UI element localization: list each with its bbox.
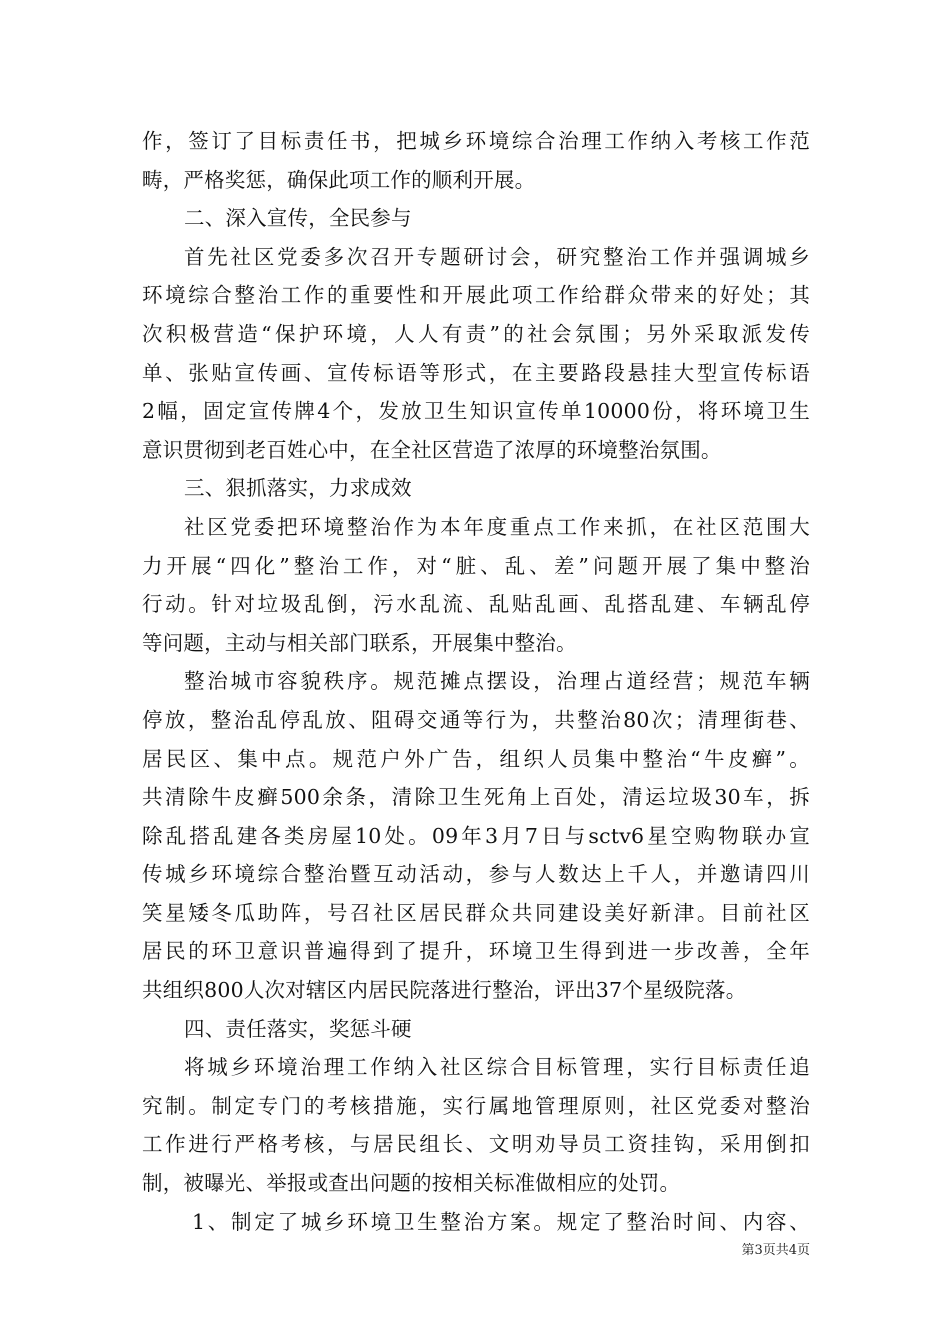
page-footer: 第3页共4页 [741,1243,810,1258]
text-line: 环境综合整治工作的重要性和开展此项工作给群众带来的好处；其 [142,283,810,308]
text-line: 传城乡环境综合整治暨互动活动，参与人数达上千人，并邀请四川 [142,862,810,887]
text-line: 四、责任落实，奖惩斗硬 [184,1016,412,1041]
text-line: 首先社区党委多次召开专题研讨会，研究整治工作并强调城乡 [184,244,810,269]
text-line: 作，签订了目标责任书，把城乡环境综合治理工作纳入考核工作范 [142,129,810,153]
text-line: 工作进行严格考核，与居民组长、文明劝导员工资挂钩，采用倒扣 [142,1132,810,1157]
text-line: 究制。制定专门的考核措施，实行属地管理原则，社区党委对整治 [142,1093,810,1118]
text-line: 共组织800人次对辖区内居民院落进行整治，评出37个星级院落。 [142,978,747,1003]
text-line: 意识贯彻到老百姓心中，在全社区营造了浓厚的环境整治氛围。 [142,437,722,462]
text-line: 2幅，固定宣传牌4个，发放卫生知识宣传单10000份，将环境卫生 [142,399,810,424]
text-line: 等问题，主动与相关部门联系，开展集中整治。 [142,630,577,655]
text-line: 居民区、集中点。规范户外广告，组织人员集中整治“牛皮癣”。 [142,746,810,771]
text-line: 力开展“四化”整治工作，对“脏、乱、差”问题开展了集中整治 [142,553,810,578]
text-line: 居民的环卫意识普遍得到了提升，环境卫生得到进一步改善，全年 [142,939,810,964]
text-line: 整治城市容貌秩序。规范摊点摆设，治理占道经营；规范车辆 [184,669,810,694]
text-line: 社区党委把环境整治作为本年度重点工作来抓，在社区范围大 [184,514,810,539]
document-body [142,122,810,1241]
text-line: 将城乡环境治理工作纳入社区综合目标管理，实行目标责任追 [184,1055,810,1080]
text-line: 二、深入宣传，全民参与 [184,206,412,231]
text-line: 次积极营造“保护环境，人人有责”的社会氛围；另外采取派发传 [142,321,810,346]
text-line: 除乱搭乱建各类房屋10处。09年3月7日与sctv6星空购物联办宣 [142,823,810,848]
text-line: 笑星矮冬瓜助阵，号召社区居民群众共同建设美好新津。目前社区 [142,900,810,925]
text-line: 1、制定了城乡环境卫生整治方案。规定了整治时间、内容、 [192,1209,810,1234]
text-line: 行动。针对垃圾乱倒，污水乱流、乱贴乱画、乱搭乱建、车辆乱停 [142,592,810,617]
text-line: 三、狠抓落实，力求成效 [184,476,412,501]
text-line: 停放，整治乱停乱放、阻碍交通等行为，共整治80次；清理街巷、 [142,707,810,732]
text-line: 畴，严格奖惩，确保此项工作的顺利开展。 [142,167,536,192]
text-line: 单、张贴宣传画、宣传标语等形式，在主要路段悬挂大型宣传标语 [142,360,810,385]
text-line: 共清除牛皮癣500余条，清除卫生死角上百处，清运垃圾30车，拆 [142,785,810,810]
text-line: 制，被曝光、举报或查出问题的按相关标准做相应的处罚。 [142,1171,681,1196]
